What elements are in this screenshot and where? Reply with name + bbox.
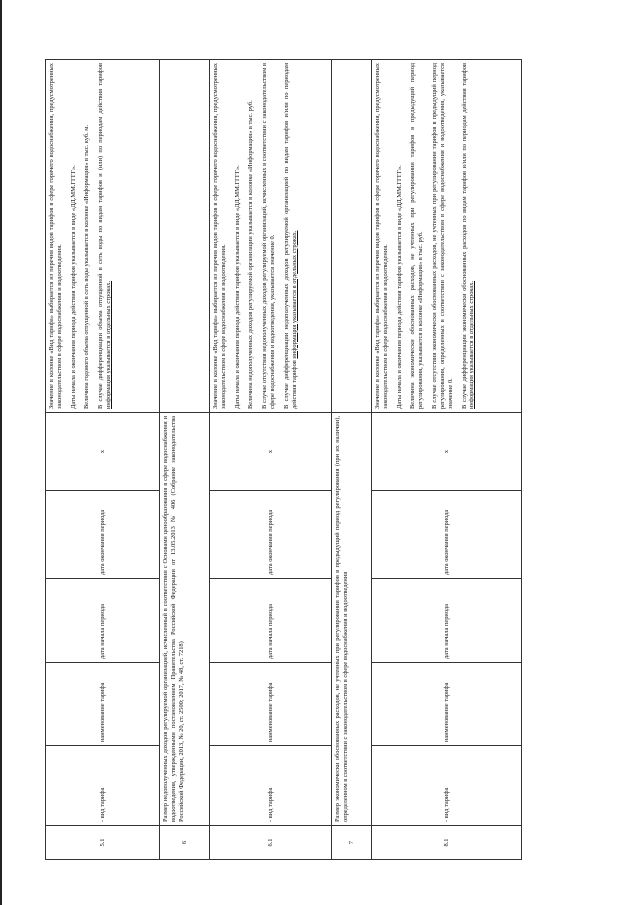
tariff-name-cell: наименование тарифа	[372, 663, 522, 746]
comment-paragraph: В случае отсутствия экономически обоснованных расходов, не учтенных при регулировании тарифов в предыдущий период регулирования, определенных в соответствии с законодательством в сфере водоснабжения и водоотведения, указывается значение 0.	[431, 63, 454, 409]
period-end-cell: дата окончания периода	[210, 491, 332, 579]
period-start-cell: дата начала периода	[372, 579, 522, 663]
row-number: 6.1	[210, 826, 332, 860]
period-end-cell: дата окончания периода	[46, 491, 160, 579]
table-row	[160, 60, 210, 860]
comment-paragraph: В случае дифференциации недополученных доходов регулируемой организацией по видам тарифов и/или по периодам действия тарифов информация указывается в отдельных строках.	[282, 63, 298, 409]
table-row	[210, 60, 332, 860]
x-mark-cell: x	[46, 413, 160, 491]
tariff-name-cell: наименование тарифа	[210, 663, 332, 746]
table-row	[46, 60, 160, 860]
x-mark-cell: x	[372, 413, 522, 491]
row-number: 5.1	[46, 826, 160, 860]
comment-paragraph: В случае отсутствия недополученных доходов регулируемой организаций, исчисленных в соответствии с законодательством в сфере водоснабжения и водоотведения, указывается значение 0.	[261, 63, 277, 409]
comment-paragraph: Величина годового объема отпущенной в сеть воды указывается в колонке «Информация» в тыс. куб. м.	[83, 125, 91, 409]
comment-paragraph: Даты начала и окончания периода действия тарифов указывается в виде «ДД.ММ.ГГГГ».	[69, 165, 77, 409]
tariff-type-cell: - вид тарифа	[46, 746, 160, 826]
comment-paragraph: Значение в колонке «Вид тарифа» выбирается из перечня видов тарифов в сфере горячего водоснабжения, предусмотренных законодательством в сфере водоснабжения и водоотведения.	[374, 63, 389, 409]
tariff-name-cell: наименование тарифа	[46, 663, 160, 746]
section-header-cell: Размер экономически обоснованных расходов, не учтенных при регулировании тарифов в предыдущий период регулирования (при их наличии), определенном в соответствии с законодательством в сфере водоснабжения и водоотведения	[332, 413, 372, 826]
comment-cell	[332, 60, 372, 413]
tariff-info-table	[45, 59, 522, 860]
table-row	[372, 60, 522, 860]
row-number: 7	[332, 826, 372, 860]
comment-paragraph: Значение в колонке «Вид тарифа» выбирается из перечня видов тарифов в сфере горячего водоснабжения, предусмотренных законодательством в сфере водоснабжения и водоотведения.	[48, 63, 63, 409]
rotated-page	[45, 60, 595, 860]
period-end-cell: дата окончания периода	[372, 491, 522, 579]
scan-edge-line	[0, 0, 2, 905]
comment-paragraph: Значение в колонке «Вид тарифа» выбирается из перечня видов тарифов в сфере горячего водоснабжения, предусмотренных законодательством в сфере водоснабжения и водоотведения.	[212, 63, 227, 409]
period-start-cell: дата начала периода	[46, 579, 160, 663]
row-number: 8.1	[372, 826, 522, 860]
comment-paragraph: Величина экономически обоснованных расходов, не учтенных при регулировании тарифов в предыдущий период регулирования, указывается в колонке «Информация» в тыс. руб.	[409, 63, 425, 409]
comment-paragraph: Даты начала и окончания периода действия тарифов указывается в виде «ДД.ММ.ГГГГ».	[233, 165, 241, 409]
comment-paragraph: Даты начала и окончания периода действия тарифов указывается в виде «ДД.ММ.ГГГГ».	[395, 165, 403, 409]
tariff-type-cell: - вид тарифа	[210, 746, 332, 826]
comment-cell	[372, 60, 522, 413]
period-start-cell: дата начала периода	[210, 579, 332, 663]
comment-paragraph: В случае дифференциации объема отпущенной в сеть воды по видам тарифов и (или) по периодам действия тарифов информация указывается в отдельных строках.	[97, 63, 113, 409]
comment-cell	[160, 60, 210, 413]
comment-paragraph: В случае дифференциации экономически обоснованных расходов по видам тарифов и/или по периодам действия тарифов информация указывается в отдельных строках.	[460, 63, 476, 409]
x-mark-cell: x	[210, 413, 332, 491]
comment-cell	[46, 60, 160, 413]
table-row	[332, 60, 372, 860]
section-header-cell: Размер недополученных доходов регулируемой организацией, исчисленный в соответствии с Основами ценообразования в сфере водоснабжения и водоотведения, утвержденными постановлением Правительства Российской Федерации от 13.05.2013 № 406 (Собрание законодательства Российской Федерации, 2013, № 20, ст. 2500; 2017, № 48, ст. 7218)	[160, 413, 210, 826]
tariff-type-cell: - вид тарифа	[372, 746, 522, 826]
comment-cell	[210, 60, 332, 413]
comment-paragraph: Величина недополученных доходов регулируемой организации указывается в колонке «Информация» в тыс. руб.	[247, 100, 255, 409]
row-number: 6	[160, 826, 210, 860]
